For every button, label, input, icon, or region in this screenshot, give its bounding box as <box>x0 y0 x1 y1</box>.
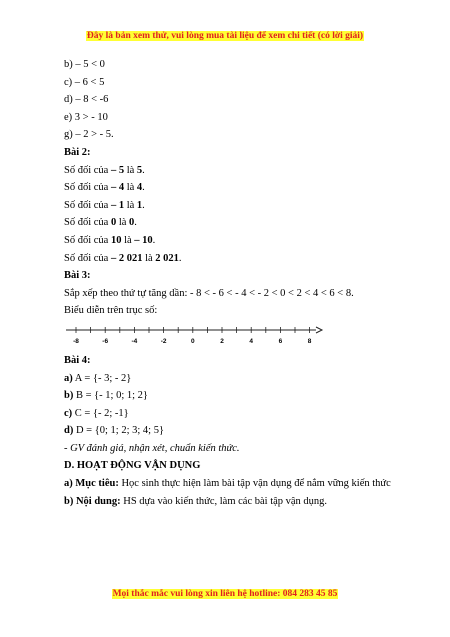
line-text: là <box>124 182 137 194</box>
number-line-label: 8 <box>307 337 312 345</box>
bai3-axis-caption: Biểu diễn trên trục số: <box>64 305 158 317</box>
bai3-title: Bài 3: <box>64 270 91 282</box>
line-text: . <box>142 164 145 176</box>
line-text: Số đối của <box>64 234 111 246</box>
line-text: là <box>124 199 137 211</box>
footer-banner: Mọi thắc mắc vui lòng xin liên hệ hotline: 084 283 45 85 <box>112 589 338 599</box>
line-text: Số đối của <box>64 164 111 176</box>
section-d-title: D. HOẠT ĐỘNG VẬN DỤNG <box>64 460 201 472</box>
number-line-label: 0 <box>190 337 195 345</box>
number-line-arrow <box>316 327 322 333</box>
number-value: 10 <box>110 234 122 246</box>
muc-tieu-label: a) Mục tiêu: <box>64 478 119 490</box>
bai4-title: Bài 4: <box>64 354 91 366</box>
number-line-svg <box>64 322 326 352</box>
inequality-line: d) – 8 < -6 <box>64 94 109 106</box>
inequality-list <box>64 56 408 144</box>
line-text: . <box>178 252 182 264</box>
set-line <box>64 387 408 405</box>
number-value: – 2 021 <box>110 252 143 264</box>
set-label: a) <box>64 372 73 384</box>
number-line-label: -8 <box>73 337 79 345</box>
line-text: là <box>142 252 156 264</box>
line-text: Số đối của <box>64 199 111 211</box>
noi-dung-label: b) Nội dung: <box>64 495 121 507</box>
number-value: 1 <box>136 199 143 211</box>
bai2-list <box>64 162 408 268</box>
opposite-number-line <box>64 250 408 268</box>
set-text: B = {- 1; 0; 1; 2} <box>73 390 148 402</box>
number-value: – 10 <box>134 234 153 246</box>
inequality-line: g) – 2 > - 5. <box>64 129 114 141</box>
gv-note: - GV đánh giá, nhận xét, chuẩn kiến thức. <box>64 442 240 454</box>
number-value: 5 <box>136 164 143 176</box>
line-text: . <box>152 234 156 246</box>
inequality-line: e) 3 > - 10 <box>64 111 108 123</box>
document-body <box>64 56 408 510</box>
opposite-number-line <box>64 197 408 215</box>
inequality-line: b) – 5 < 0 <box>64 59 105 70</box>
line-text: Số đối của <box>64 217 111 229</box>
opposite-number-line <box>64 232 408 250</box>
muc-tieu-paragraph <box>64 475 408 493</box>
line-text: . <box>142 182 145 194</box>
line-text: . <box>142 199 145 211</box>
bai2-title: Bài 2: <box>64 146 91 158</box>
number-line-label: 6 <box>278 337 283 345</box>
number-value: – 4 <box>110 182 125 194</box>
number-value: 0 <box>110 217 117 229</box>
number-value: – 5 <box>110 164 125 176</box>
inequality-line: c) – 6 < 5 <box>64 76 105 88</box>
set-label: c) <box>64 407 73 419</box>
set-text: D = {0; 1; 2; 3; 4; 5} <box>73 425 165 437</box>
muc-tieu-text: Học sinh thực hiện làm bài tập vận dụng để nắm vững kiến thức <box>118 478 391 490</box>
noi-dung-paragraph <box>64 493 408 511</box>
line-text: . <box>134 217 137 229</box>
set-text: C = {- 2; -1} <box>72 407 129 419</box>
line-text: Số đối của <box>64 252 111 264</box>
opposite-number-line <box>64 179 408 197</box>
header-banner: Đây là bản xem thử, vui lòng mua tài liệu để xem chi tiết (có lời giải) <box>86 31 364 41</box>
line-text: Số đối của <box>64 182 111 194</box>
set-text: A = {- 3; - 2} <box>72 372 132 384</box>
noi-dung-text: HS dựa vào kiến thức, làm các bài tập vận dụng. <box>120 495 328 507</box>
number-value: 4 <box>136 182 143 194</box>
opposite-number-line <box>64 162 408 180</box>
number-line-label: 2 <box>220 337 224 345</box>
line-text: là <box>116 217 130 229</box>
opposite-number-line <box>64 214 408 232</box>
number-value: – 1 <box>110 199 125 211</box>
set-label: d) <box>64 425 74 437</box>
set-label: b) <box>64 390 74 402</box>
set-line <box>64 405 408 423</box>
number-line-label: -2 <box>160 337 167 345</box>
set-line <box>64 422 408 440</box>
number-line-label: 4 <box>249 337 254 345</box>
number-line <box>64 322 408 352</box>
line-text: là <box>121 234 135 246</box>
number-line-label: -6 <box>102 337 109 345</box>
set-line <box>64 370 408 388</box>
number-value: 2 021 <box>155 252 179 264</box>
bai4-list <box>64 370 408 440</box>
bai3-sort-line: Sắp xếp theo thứ tự tăng dần: - 8 < - 6 < - 4 < - 2 < 0 < 2 < 4 < 6 < 8. <box>64 287 354 299</box>
number-value: 0 <box>129 217 135 229</box>
number-line-label: -4 <box>131 337 138 345</box>
line-text: là <box>124 164 137 176</box>
